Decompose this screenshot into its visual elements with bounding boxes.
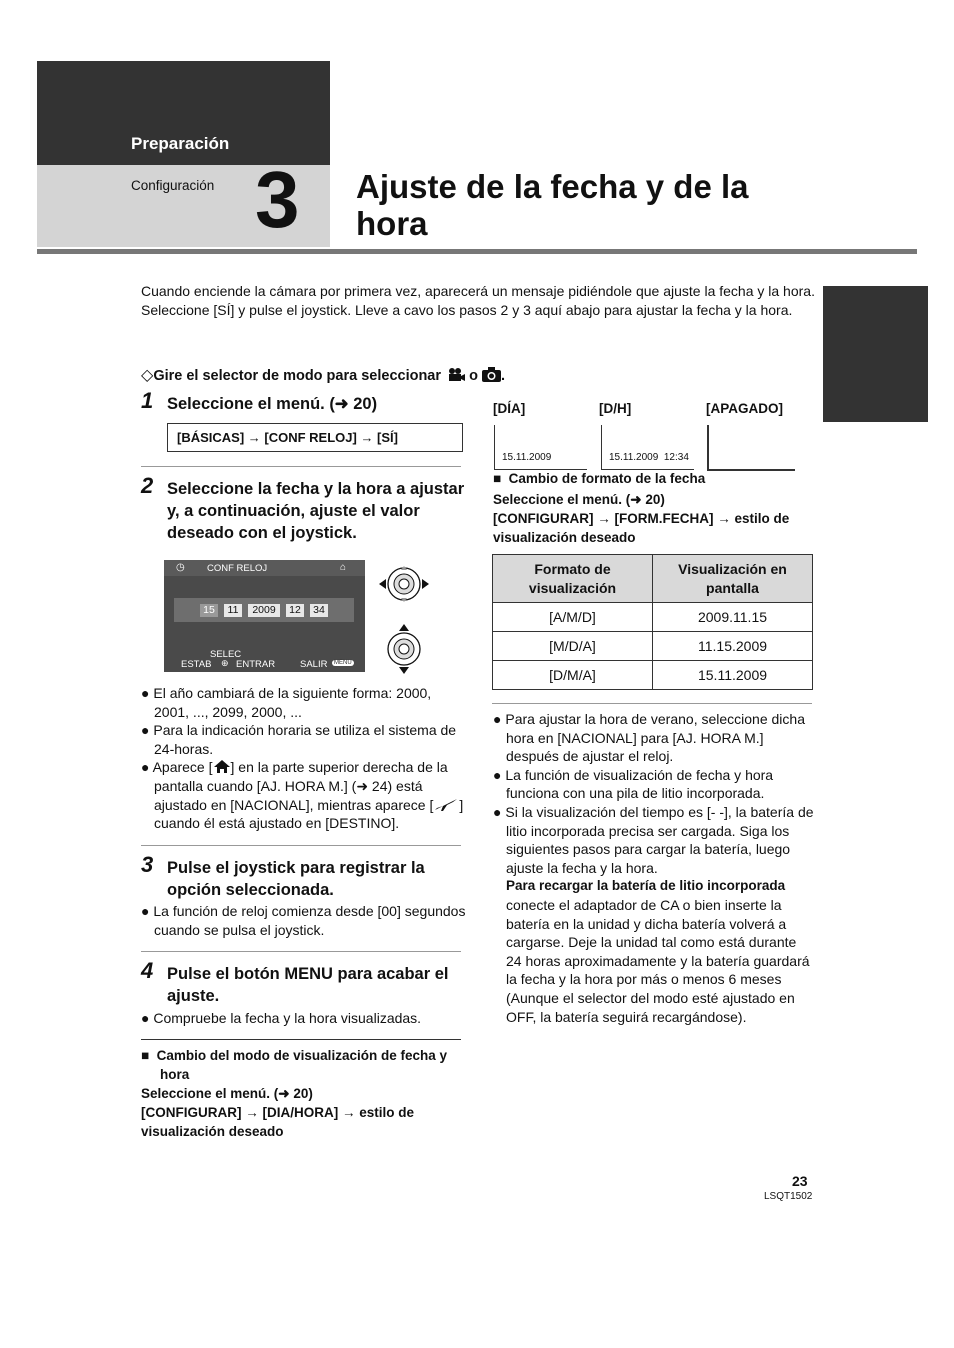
- list-item: ● Para la indicación horaria se utiliza el sistema de 24-horas.: [141, 722, 457, 757]
- document-code: LSQT1502: [764, 1191, 813, 1202]
- intro-paragraph-2: Seleccione [SÍ] y pulse el joystick. Lleve a cavo los pasos 2 y 3 aquí abajo para ajustar la fecha y la hora.: [141, 301, 793, 318]
- mode-instruction: ◇Gire el selector de modo para seleccionar o .: [141, 367, 506, 384]
- step-3-number: 3: [141, 852, 154, 877]
- month-field: 11: [224, 604, 242, 617]
- page-title: Ajuste de la fecha y de la hora: [356, 168, 749, 242]
- step-3-text: Pulse el joystick para registrar la opción seleccionada.: [167, 859, 425, 899]
- format-table-header: Visualización en pantalla: [653, 555, 813, 603]
- step-2-text: Seleccione la fecha y la hora a ajustar y, a continuación, ajuste el valor deseado con el joystick.: [167, 480, 465, 542]
- format-table-header: Formato de visualización: [493, 555, 653, 603]
- intro-text: [141, 282, 821, 319]
- list-item: ● La función de reloj comienza desde [00] segundos cuando se pulsa el joystick.: [141, 903, 466, 938]
- example-screen-off: [707, 425, 795, 471]
- minute-field: 34: [310, 604, 328, 617]
- format-table: [492, 554, 813, 690]
- day-field: 15: [200, 604, 218, 617]
- example-label-off: [APAGADO]: [706, 401, 783, 416]
- table-row: [A/M/D] 2009.11.15: [493, 603, 813, 632]
- display-mode-instructions: Seleccione el menú. (➜ 20) [CONFIGURAR] → [DIA/HORA] → estilo de visualización deseado: [141, 1086, 414, 1139]
- step-4-number: 4: [141, 958, 154, 983]
- list-item: ● Aparece [ ] en la parte superior derecha de la pantalla cuando [AJ. HORA M.] (➜ 24) está ajustado en [NACIONAL], mientras aparece [ ] cuando él está ajustado en [DESTINO].: [141, 759, 464, 832]
- section-label: Preparación: [131, 134, 230, 153]
- divider: [141, 466, 461, 467]
- mode-text-mid: o: [469, 368, 478, 384]
- photo-camera-icon: [482, 367, 501, 382]
- video-camera-icon: [448, 367, 465, 382]
- lcd-salir: SALIR: [300, 659, 328, 670]
- display-mode-heading: ■ Cambio del modo de visualización de fecha y hora: [141, 1048, 447, 1082]
- recharge-block: Para recargar la batería de litio incorporada conecte el adaptador de CA o bien inserte la batería en la unidad y dicha batería volverá a cargarse. Deje la unidad tal como está durante 24 horas aproximadamente y la batería guardará la fecha y la hora por más o menos 6 meses (Aunque el selector del modo esté ajustado en OFF, la batería seguirá recargándose).: [506, 878, 810, 1025]
- divider: [141, 951, 461, 952]
- home-icon: [213, 759, 231, 774]
- format-change-instructions: Seleccione el menú. (➜ 20) [CONFIGURAR] → [FORM.FECHA] → estilo de visualización deseado: [493, 492, 790, 545]
- list-item: ● Compruebe la fecha y la hora visualizadas.: [141, 1010, 422, 1026]
- list-item: ● El año cambiará de la siguiente forma: 2000, 2001, ..., 2099, 2000, ...: [141, 685, 432, 720]
- hour-field: 12: [286, 604, 304, 617]
- table-row: [D/M/A] 15.11.2009: [493, 661, 813, 690]
- step-4-text: Pulse el botón MENU para acabar el ajuste.: [167, 965, 449, 1005]
- divider: [492, 703, 812, 704]
- step-2-bullets: [141, 684, 466, 833]
- year-field: 2009: [248, 604, 280, 617]
- format-change-heading: ■ Cambio de formato de la fecha: [493, 471, 706, 486]
- step-1-menu-path: [BÁSICAS] → [CONF RELOJ] → [SÍ]: [167, 423, 463, 452]
- lcd-entrar: ENTRAR: [236, 659, 276, 670]
- right-bullets: [493, 710, 815, 1026]
- example-label-dh: [D/H]: [599, 401, 632, 416]
- step-1-number: 1: [141, 388, 154, 413]
- table-row: [M/D/A] 11.15.2009: [493, 632, 813, 661]
- side-tab: [823, 286, 928, 422]
- lcd-title: CONF RELOJ: [207, 563, 268, 574]
- lcd-selec: SELEC: [210, 649, 242, 660]
- intro-paragraph-1: Cuando enciende la cámara por primera vez, aparecerá un mensaje pidiéndole que ajuste la fecha y la hora.: [141, 283, 815, 299]
- list-item: ● Si la visualización del tiempo es [- -], la batería de litio incorporada precisa ser cargada. Siga los siguientes pasos para cargar la batería, luego ajuste la fecha y la hora.: [493, 803, 814, 876]
- joystick-left-right-icon: [379, 561, 429, 607]
- example-label-day: [DÍA]: [493, 401, 526, 416]
- page-number: 23: [792, 1173, 808, 1189]
- example-screen-day: 15.11.2009: [494, 425, 587, 470]
- lcd-menu-badge: MENU: [334, 660, 352, 666]
- airplane-icon: [433, 797, 459, 812]
- divider: [141, 845, 461, 846]
- diamond-icon: ◇: [141, 367, 154, 384]
- home-icon: ⌂: [340, 562, 347, 573]
- lcd-estab: ESTAB: [181, 659, 212, 670]
- joystick-mini-icon: ⊕: [221, 658, 229, 668]
- mode-text-before: Gire el selector de modo para seleccionar: [153, 368, 442, 384]
- title-rule: [37, 249, 917, 254]
- step-1-text: Seleccione el menú. (➜ 20): [167, 395, 378, 413]
- list-item: ● Para ajustar la hora de verano, seleccione dicha hora en [NACIONAL] para [AJ. HORA M.] después de ajustar el reloj.: [493, 711, 805, 765]
- divider: [141, 1039, 461, 1040]
- subsection-label: Configuración: [131, 178, 215, 193]
- clock-icon: ◷: [176, 562, 185, 573]
- list-item: ● La función de visualización de fecha y hora funciona con una pila de litio incorporada.: [493, 766, 774, 802]
- clock-setting-screen: [164, 560, 365, 672]
- step-2-number: 2: [141, 473, 154, 498]
- example-screen-dh: 15.11.2009 12:34: [601, 425, 694, 470]
- joystick-up-down-icon: [384, 624, 424, 674]
- chapter-number: 3: [255, 155, 300, 244]
